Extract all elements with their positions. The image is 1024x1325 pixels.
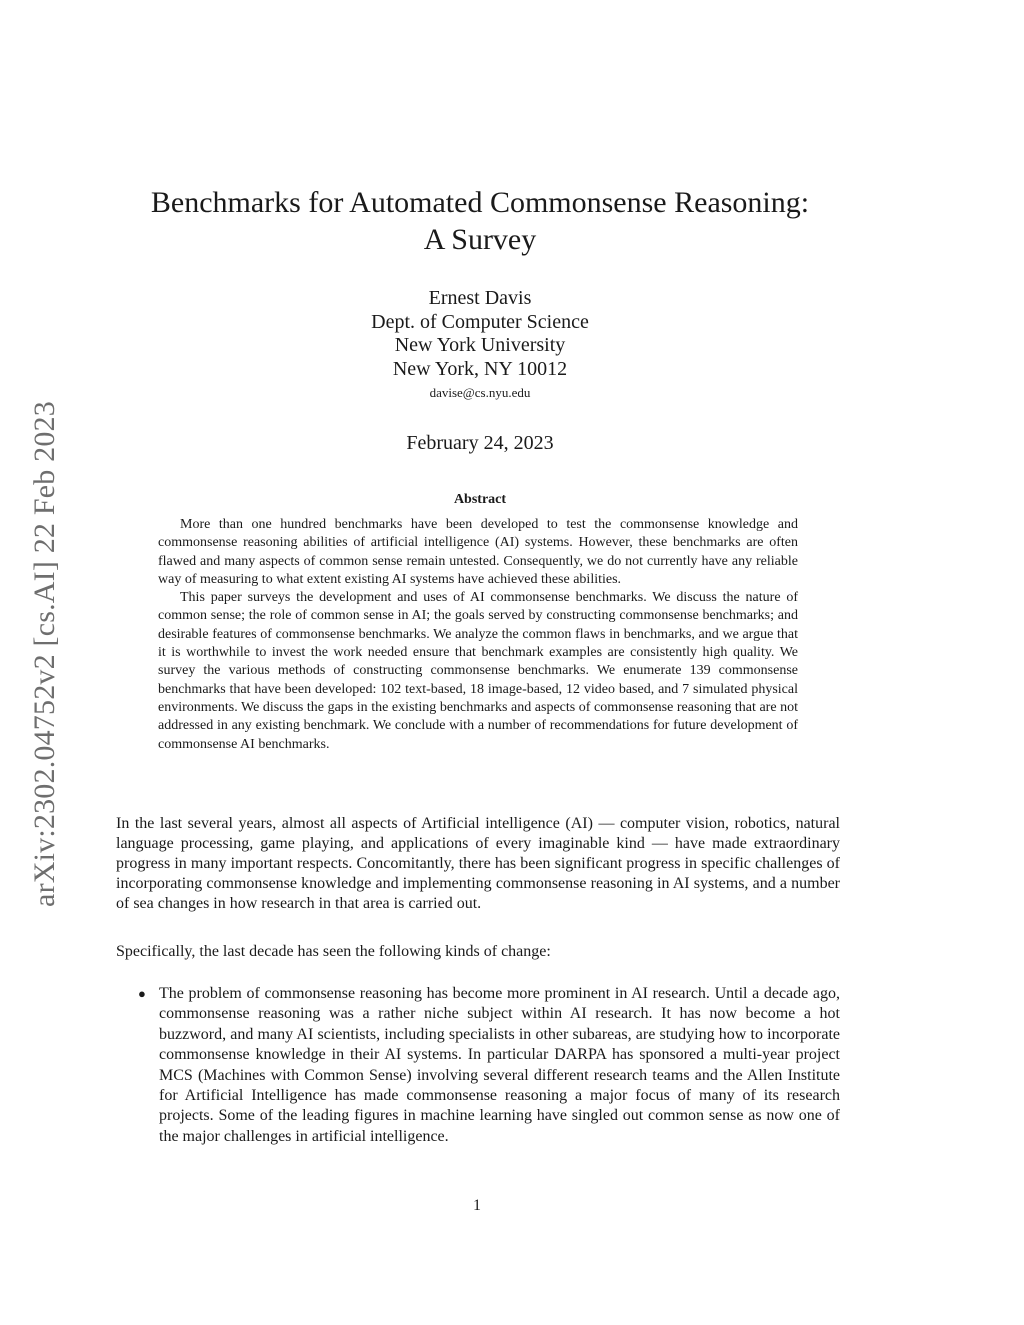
paper-title bbox=[130, 184, 830, 258]
abstract-heading: Abstract bbox=[453, 492, 507, 507]
body-paragraph-text: Specifically, the last decade has seen the following kinds of change: bbox=[116, 943, 551, 960]
bullet-point-icon: ● bbox=[138, 986, 146, 1001]
author-university: New York University bbox=[394, 334, 566, 356]
author-name: Ernest Davis bbox=[428, 287, 532, 309]
author-department: Dept. of Computer Science bbox=[371, 310, 589, 333]
abstract-paragraph: This paper surveys the development and uses of AI commonsense benchmarks. We discuss the nature of common sense; the role of common sense in AI; the goals served by constructing commonsense benchmarks; and desirable features of commonsense benchmarks. We analyze the common flaws in benchmarks, and we argue that it is worthwhile to invest the work needed ensure that benchmark examples are consistently high quality. We survey the various methods of constructing commonsense benchmarks. We enumerate 139 commonsense benchmarks that have been developed: 102 text-based, 18 image-based, 12 video based, and 7 simulated physical environments. We discuss the gaps in the existing benchmarks and aspects of commonsense reasoning that are not addressed in any existing benchmark. We conclude with a number of recommendations for future development of commonsense AI benchmarks. bbox=[158, 590, 798, 752]
arxiv-identifier-stamp bbox=[26, 364, 64, 944]
body-paragraph-text: In the last several years, almost all aspects of Artificial intelligence (AI) — computer vision, robotics, natural language processing, game playing, and applications of every imaginable kind — have made extraordinary progress in many important respects. Concomitantly, there has been significant progress in specific challenges of incorporating commonsense knowledge and implementing commonsense reasoning in AI systems, and a number of sea changes in how research in that area is carried out. bbox=[116, 815, 840, 912]
author-email: davise@cs.nyu.edu bbox=[429, 385, 531, 400]
body-paragraph bbox=[116, 942, 840, 962]
arxiv-identifier-text: arXiv:2302.04752v2 [cs.AI] 22 Feb 2023 bbox=[28, 401, 61, 907]
title-line: Benchmarks for Automated Commonsense Reasoning: bbox=[150, 186, 810, 219]
title-line: A Survey bbox=[423, 223, 537, 256]
page-number: 1 bbox=[473, 1197, 481, 1214]
list-item-text: The problem of commonsense reasoning has become more prominent in AI research. Until a decade ago, commonsense reasoning was a rather niche subject within AI research. It has now become a hot buzzword, and many AI scientists, including specialists in other subareas, are studying how to incorporate commonsense knowledge in their AI systems. In particular DARPA has sponsored a multi-year project MCS (Machines with Common Sense) involving several different research teams and the Allen Institute for Artificial Intelligence has made commonsense reasoning a major focus of many of its research projects. Some of the leading figures in machine learning have singled out common sense as now one of the major challenges in artificial intelligence. bbox=[159, 985, 840, 1145]
list-item bbox=[116, 984, 840, 1147]
body-paragraph bbox=[116, 814, 840, 914]
paper-date: February 24, 2023 bbox=[406, 432, 554, 454]
bullet-list bbox=[116, 984, 840, 1147]
abstract-paragraph: More than one hundred benchmarks have been developed to test the commonsense knowledge and commonsense reasoning abilities of artificial intelligence (AI) systems. However, these benchmarks are often flawed and many aspects of common sense remain untested. Consequently, we do not currently have any reliable way of measuring to what extent existing AI systems have achieved these abilities. bbox=[158, 517, 798, 587]
author-location: New York, NY 10012 bbox=[392, 357, 568, 380]
author-block bbox=[280, 287, 680, 402]
abstract-body bbox=[158, 516, 798, 754]
